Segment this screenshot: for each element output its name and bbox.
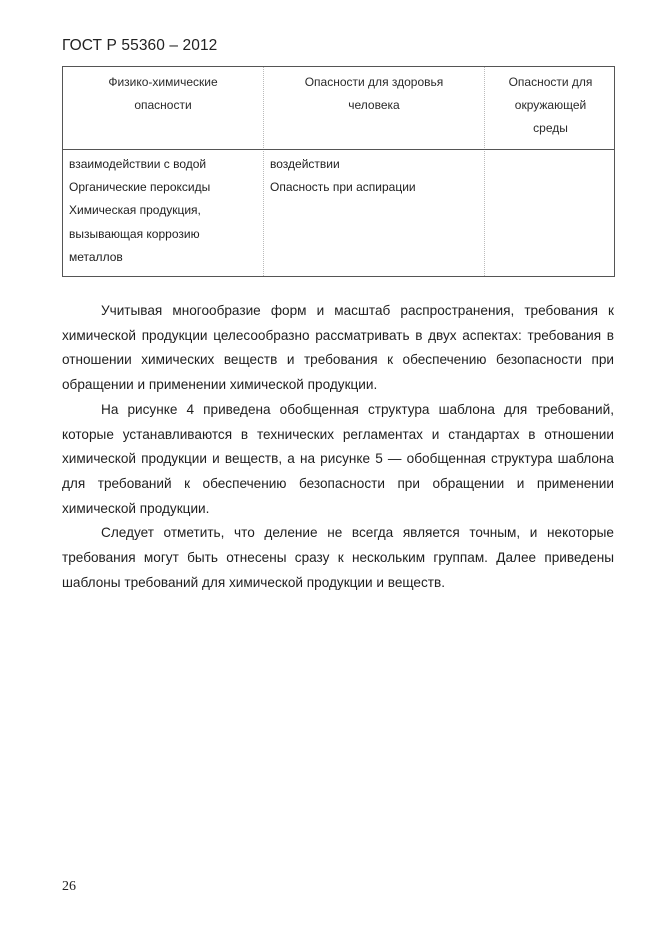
- body-text: [62, 299, 614, 595]
- page-number: 26: [62, 879, 76, 894]
- header-line: Физико-химические: [108, 75, 218, 89]
- header-line: человека: [348, 98, 400, 112]
- cell-line: вызывающая коррозию: [69, 226, 200, 241]
- cell-line: Химическая продукция,: [69, 203, 201, 218]
- cell-line: Органические пероксиды: [69, 180, 211, 195]
- paragraph: Учитывая многообразие форм и масштаб распространения, требования к химической продукции целесообразно рассматривать в двух аспектах: требования в отношении химических веществ и требования к обеспечению безопасности при обращении и применении химической продукции.: [62, 303, 614, 393]
- header-line: среды: [533, 121, 568, 135]
- hazard-table: [62, 66, 615, 277]
- header-line: Опасности для здоровья: [304, 75, 444, 89]
- column-header-physchem: [63, 71, 263, 117]
- column-header-health: [264, 71, 484, 117]
- header-line: окружающей: [514, 98, 587, 112]
- table-cell-physchem: [69, 153, 261, 269]
- column-header-environment: [485, 71, 616, 140]
- document-header: ГОСТ Р 55360 – 2012: [62, 37, 218, 54]
- paragraph: На рисунке 4 приведена обобщенная структура шаблона для требований, которые устанавливаются в технических регламентах и стандартах в отношении химической продукции и веществ, а на рисунке 5 — обобщенная структура шаблона для требований к обеспечению безопасности при обращении и применении химической продукции.: [62, 401, 614, 516]
- header-separator: [63, 149, 614, 150]
- cell-line: воздействии: [270, 157, 340, 171]
- header-line: Опасности для: [508, 75, 593, 89]
- cell-line: металлов: [69, 249, 123, 264]
- cell-line: Опасность при аспирации: [270, 180, 416, 195]
- paragraph: Следует отметить, что деление не всегда является точным, и некоторые требования могут быть отнесены сразу к нескольким группам. Далее приведены шаблоны требований для химической продукции и веществ.: [62, 525, 614, 590]
- cell-line: взаимодействии с водой: [69, 157, 207, 171]
- table-cell-health: [270, 153, 480, 199]
- header-line: опасности: [134, 98, 192, 112]
